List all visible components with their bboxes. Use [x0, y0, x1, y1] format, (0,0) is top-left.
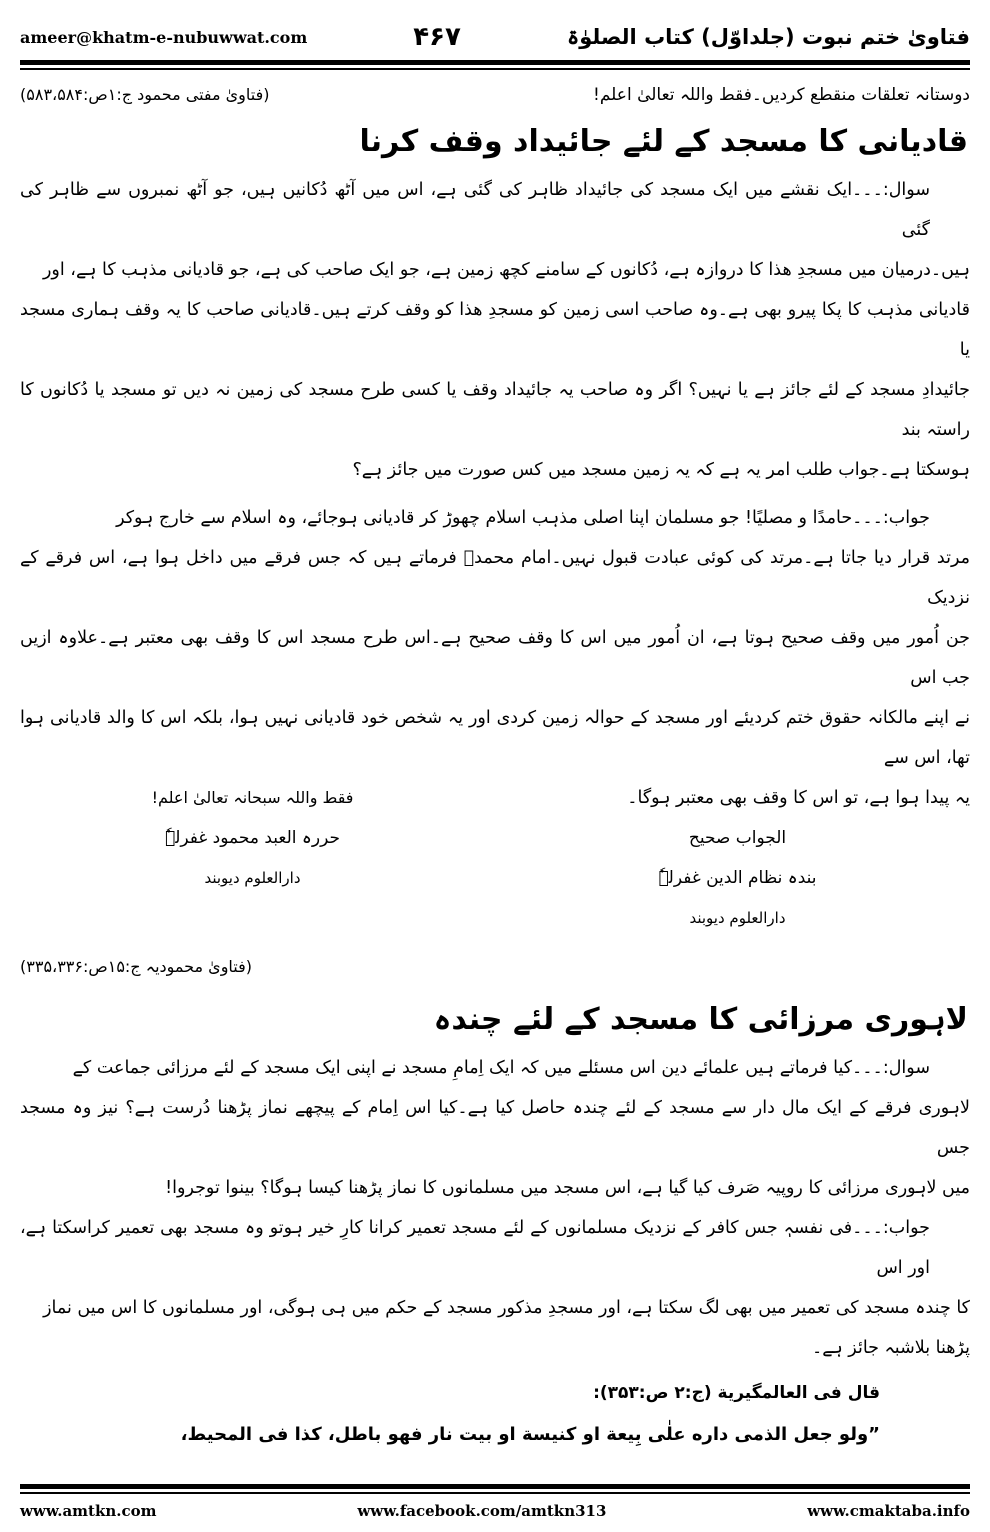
section2-question: [20, 1048, 970, 1208]
section2-answer: [20, 1208, 970, 1368]
answer-line: کا چندہ مسجد کی تعمیر میں بھی لگ سکتا ہے، اور مسجدِ مذکور مسجد کے حکم میں ہی ہوگی، اور مسلمانوں کا اس میں نماز پڑھنا بلاشبہ جائز ہے۔: [43, 1298, 970, 1358]
footer-link-left[interactable]: www.amtkn.com: [20, 1502, 157, 1520]
question-line: جائیدادِ مسجد کے لئے جائز ہے یا نہیں؟ اگر وہ صاحب یہ جائیداد وقف یا کسی طرح مسجد کی زمین نہ دیں تو مسجد یا دُکانوں کا راستہ بند: [20, 380, 970, 440]
answer-line: مرتد قرار دیا جاتا ہے۔مرتد کی کوئی عبادت قبول نہیں۔امام محمدؒ فرماتے ہیں کہ جس فرقے میں داخل ہوا ہے، اس فرقے کے نزدیک: [20, 548, 970, 608]
verification-label: الجواب صحیح: [688, 828, 787, 848]
verifier-signature: بندہ نظام الدین غفرلہٗ: [658, 868, 817, 888]
intro-reference: (فتاویٰ مفتی محمود ج:۱ص:۵۸۳،۵۸۴): [20, 85, 270, 104]
question-line: میں لاہوری مرزائی کا روپیہ صَرف کیا گیا ہے، اس مسجد میں مسلمانوں کا نماز پڑھنا کیسا ہوگا؟ بینوا توجروا!: [165, 1178, 970, 1198]
closing-formula: فقط واللہ سبحانہ تعالیٰ اعلم!: [151, 788, 354, 807]
answer-line: جواب:۔۔۔فی نفسہٖ جس کافر کے نزدیک مسلمانوں کے لئے مسجد تعمیر کرانا کارِ خیر ہوتو وہ مسجد بھی تعمیر کراسکتا ہے، اور اس: [20, 1218, 930, 1278]
footer-rule-thin: [20, 1492, 970, 1494]
header-rule-thin: [20, 68, 970, 70]
answer-line: یہ پیدا ہوا ہے، تو اس کا وقف بھی معتبر ہوگا۔: [627, 788, 970, 808]
page-number: ۴۶۷: [413, 22, 461, 52]
header-rule-thick: [20, 60, 970, 65]
section2-heading: لاہوری مرزائی کا مسجد کے لئے چندہ: [433, 1002, 968, 1037]
question-line: قادیانی مذہب کا پکا پیرو بھی ہے۔وہ صاحب اسی زمین کو مسجدِ ھذا کو وقف کرتے ہیں۔قادیانی صاحب کا یہ وقف ہماری مسجد یا: [20, 300, 970, 360]
question-line: سوال:۔۔۔ایک نقشے میں ایک مسجد کی جائیداد ظاہر کی گئی ہے، اس میں آٹھ دُکانیں ہیں، جو آٹھ نمبروں سے ظاہر کی گئی: [20, 180, 930, 240]
question-line: ہوسکتا ہے۔جواب طلب امر یہ ہے کہ یہ زمین مسجد میں کس صورت میں جائز ہے؟: [352, 460, 970, 480]
section1-question: [20, 170, 970, 490]
writer-institution: دارالعلوم دیوبند: [204, 869, 301, 887]
question-line: سوال:۔۔۔کیا فرماتے ہیں علمائے دین اس مسئلے میں کہ ایک اِمامِ مسجد نے اپنی ایک مسجد کے لئے مرزائی جماعت کے: [72, 1058, 930, 1078]
intro-row: [20, 80, 970, 110]
intro-text: دوستانہ تعلقات منقطع کردیں۔فقط واللہ تعالیٰ اعلم!: [593, 85, 970, 105]
book-title: فتاویٰ ختم نبوت (جلداوّل) کتاب الصلوٰۃ: [566, 25, 970, 49]
footer-link-right[interactable]: www.cmaktaba.info: [807, 1502, 970, 1520]
page-footer: [20, 1502, 970, 1520]
header-email: ameer@khatm-e-nubuwwat.com: [20, 27, 308, 47]
question-line: ہیں۔درمیان میں مسجدِ ھذا کا دروازہ ہے، دُکانوں کے سامنے کچھ زمین ہے، جو ایک صاحب کی ہے، جو قادیانی مذہب کا ہے، اور: [42, 260, 970, 280]
footer-link-center[interactable]: www.facebook.com/amtkn313: [357, 1502, 607, 1520]
arabic-quote: ”ولو جعل الذمی داره علٰی بِیعة او کنیسة او بیت نار فهو باطل، کذا فی المحیط،: [180, 1424, 880, 1445]
page-header: [20, 22, 970, 52]
verifier-institution: دارالعلوم دیوبند: [689, 909, 786, 927]
footer-rule-thick: [20, 1484, 970, 1489]
question-line: لاہوری فرقے کے ایک مال دار سے مسجد کے لئے چندہ حاصل کیا ہے۔کیا اس اِمام کے پیچھے نماز پڑھنا دُرست ہے؟ نیز وہ مسجد جس: [20, 1098, 970, 1158]
writer-signature: حررہ العبد محمود غفرلہٗ: [165, 828, 340, 848]
signatures: [20, 818, 970, 938]
answer-line: نے اپنے مالکانہ حقوق ختم کردیئے اور مسجد کے حوالہ زمین کردی اور یہ شخص خود قادیانی نہیں ہوا، بلکہ اس کا والد قادیانی ہوا تھا، اس سے: [20, 708, 970, 768]
citation-intro: قال فی العالمگیریة (ج:۲ ص:۳۵۳):: [593, 1383, 880, 1403]
section1-reference: (فتاویٰ محمودیہ ج:۱۵ص:۳۳۵،۳۳۶): [20, 957, 253, 976]
answer-last-row: [20, 778, 970, 818]
section1-answer: [20, 498, 970, 818]
section1-heading: قادیانی کا مسجد کے لئے جائیداد وقف کرنا: [359, 124, 968, 159]
answer-line: جواب:۔۔۔حامدًا و مصلیًا! جو مسلمان اپنا اصلی مذہب اسلام چھوڑ کر قادیانی ہوجائے، وہ اسلام سے خارج ہوکر: [116, 508, 930, 528]
answer-line: جن اُمور میں وقف صحیح ہوتا ہے، ان اُمور میں اس کا وقف صحیح ہے۔اس طرح مسجد اس کا وقف بھی معتبر ہے۔علاوہ ازیں جب اس: [20, 628, 970, 688]
